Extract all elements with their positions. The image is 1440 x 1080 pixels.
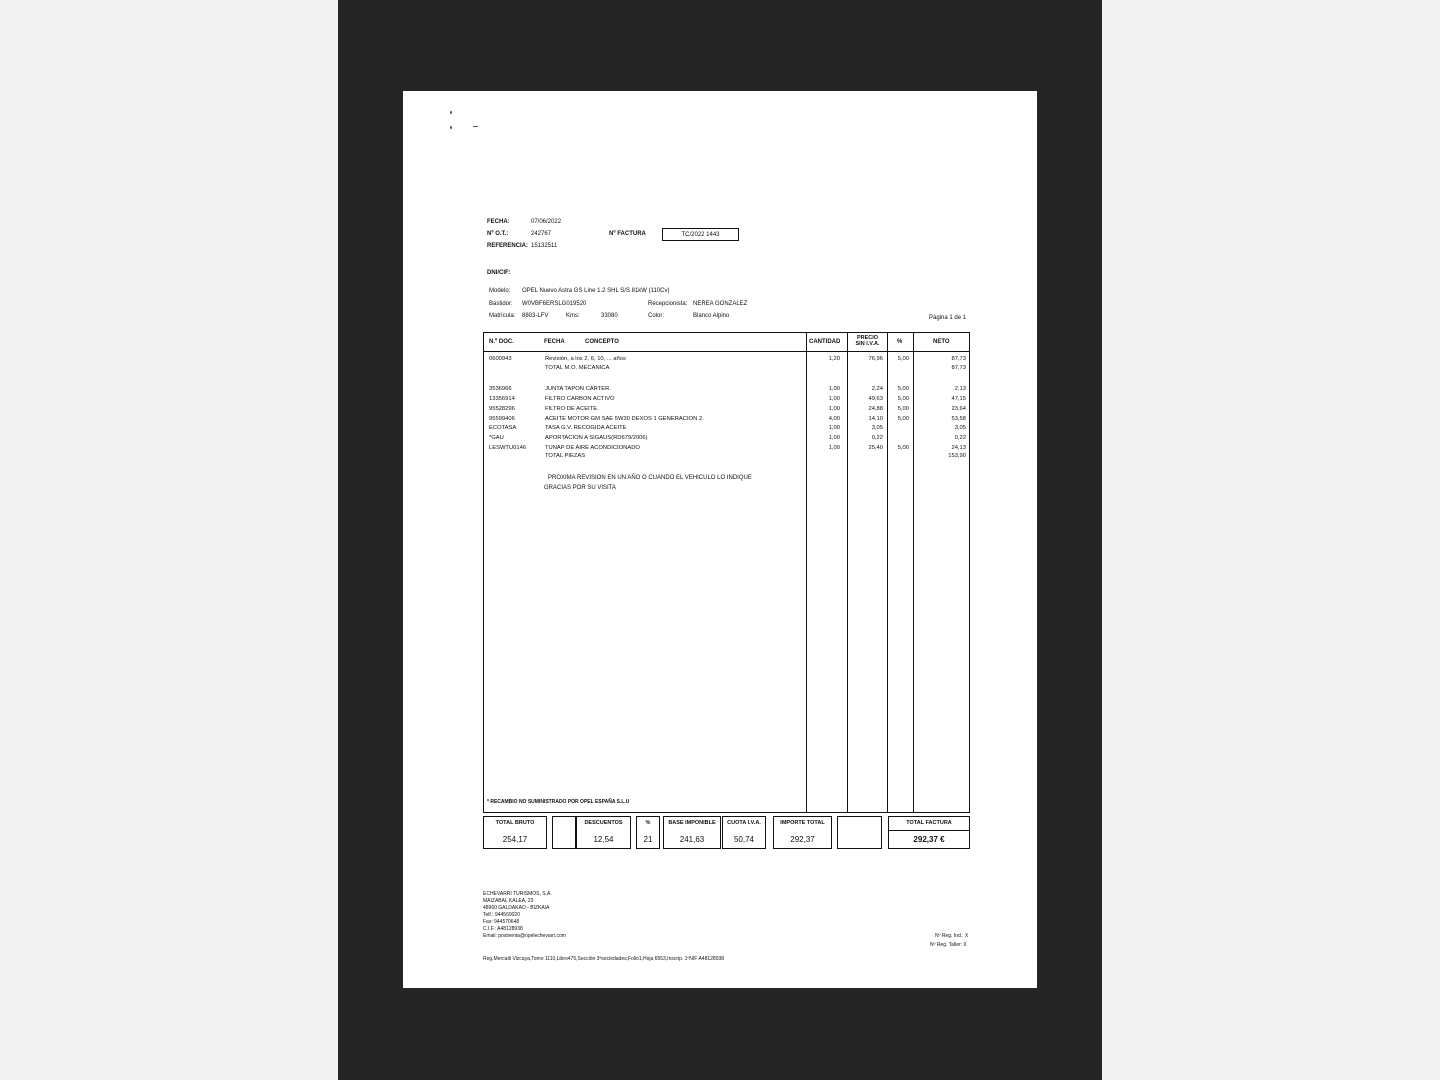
cell-net: 87,73 [951, 365, 966, 371]
kms-value: 33080 [601, 313, 618, 319]
kms-label: Kms: [566, 313, 580, 319]
page-info: Página 1 de 1 [929, 315, 967, 321]
cell-price: 14,10 [868, 416, 883, 422]
table-row [484, 407, 969, 416]
company-name: ECHEVARRI TURISMOS, S.A. [483, 891, 552, 897]
cell-net: 87,73 [951, 356, 966, 362]
factura-value: TC/2022 1443 [681, 232, 720, 238]
total-factura-label: TOTAL FACTURA [906, 820, 952, 826]
col-header-neto: NETO [933, 339, 950, 345]
table-body [484, 333, 969, 812]
descuentos-label: DESCUENTOS [584, 820, 623, 826]
cell-doc: 3536966 [489, 386, 512, 392]
cell-qty: 1,00 [828, 386, 840, 392]
importe-total-value: 292,37 [790, 835, 815, 844]
modelo-label: Modelo: [489, 288, 511, 294]
descuentos-value: 12,54 [593, 835, 614, 844]
cell-concept: JUNTA TAPON CARTER. [545, 386, 611, 392]
cell-qty: 1,00 [828, 445, 840, 451]
modelo-value: OPEL Nuevo Astra GS Line 1.2 SHL S/S 81kW (110Cv) [522, 288, 670, 294]
cell-net: 0,22 [954, 435, 966, 441]
cell-net: 24,13 [951, 445, 966, 451]
cell-net: 153,90 [948, 453, 966, 459]
cell-pct: 5,00 [897, 445, 909, 451]
cell-doc: 0600943 [489, 356, 512, 362]
table-row [484, 387, 969, 396]
cell-qty: 4,00 [828, 416, 840, 422]
iva-pct-label: % [645, 820, 651, 826]
empty-total-box [837, 816, 882, 849]
cell-net: 2,13 [954, 386, 966, 392]
company-cif: C.I.F.: A48128938 [483, 926, 523, 932]
factura-label: Nº FACTURA [609, 231, 646, 237]
company-fax: Fax: 944570648 [483, 919, 520, 925]
cell-doc: *GAU [489, 435, 504, 441]
ot-value: 242767 [531, 231, 552, 237]
cell-concept: FILTRO CARBON ACTIVO [545, 396, 615, 402]
cuota-iva-value: 50,74 [733, 835, 755, 844]
scan-mark [450, 111, 452, 114]
total-bruto-value: 254,17 [502, 835, 528, 844]
iva-pct-value: 21 [643, 835, 653, 844]
table-row [484, 436, 969, 445]
cell-price: 2,24 [871, 386, 883, 392]
table-row [484, 397, 969, 406]
col-header-concepto: CONCEPTO [585, 339, 619, 345]
cell-price: 3,05 [871, 425, 883, 431]
company-email: Email: postventa@opelechevarri.com [483, 933, 566, 939]
cell-doc: LESWTU0146 [489, 445, 527, 451]
total-factura-divider [889, 830, 969, 831]
base-imponible-label: BASE IMPONIBLE [668, 820, 716, 826]
cell-price: 25,40 [868, 445, 883, 451]
total-factura-box [888, 816, 970, 849]
col-header-cantidad: CANTIDAD [809, 339, 841, 345]
cuota-iva-label: CUOTA I.V.A. [727, 820, 761, 826]
cell-pct: 5,00 [897, 416, 909, 422]
invoice-page [403, 91, 1037, 988]
invoice-items-table [483, 332, 970, 813]
cell-price: 0,22 [871, 435, 883, 441]
recepcionista-value: NEREA GONZALEZ [693, 301, 748, 307]
cell-qty: 1,00 [828, 406, 840, 412]
dni-label: DNI/CIF: [487, 270, 511, 276]
matricula-label: Matrícula: [489, 313, 516, 319]
cell-pct: 5,00 [897, 406, 909, 412]
recepcionista-label: Recepcionista: [648, 301, 688, 307]
thanks-note: GRACIAS POR SU VISITA [544, 485, 616, 491]
color-label: Color: [648, 313, 665, 319]
factura-number-box [662, 228, 739, 241]
reg-industrial: Nº Reg. Ind.: X [935, 933, 969, 939]
col-header-precio-line2: SIN I.V.A. [855, 341, 880, 348]
cell-pct: 5,00 [897, 356, 909, 362]
reg-taller: Nº Reg. Taller: X [930, 942, 967, 948]
col-header-fecha: FECHA [544, 339, 565, 345]
cell-concept: FILTRO DE ACEITE. [545, 406, 599, 412]
total-factura-value: 292,37 € [913, 835, 945, 844]
cell-doc: 95528296 [489, 406, 515, 412]
scan-mark [450, 126, 452, 129]
cell-net: 47,15 [951, 396, 966, 402]
company-city: 48960 GALDAKAO - BIZKAIA [483, 905, 550, 911]
cell-qty: 1,00 [828, 396, 840, 402]
col-header-precio-line1: PRECIO [856, 335, 879, 341]
matricula-value: 8803-LFV [522, 313, 549, 319]
cell-concept: TUNAP DE AIRE ACONDICIONADO [545, 445, 640, 451]
cell-concept: Revisión, a los 2, 6, 10, ... años [545, 356, 626, 362]
table-row [484, 366, 969, 375]
cell-concept: ACEITE MOTOR GM SAE 5W30 DEXOS 1 GENERACION 2. [545, 416, 704, 422]
cell-doc: 95599406 [489, 416, 515, 422]
iva-pct-box [636, 816, 660, 849]
referencia-value: 15132511 [531, 243, 558, 249]
table-row [484, 454, 969, 463]
col-header-pct: % [897, 339, 903, 345]
bastidor-value: W0VBF6ERSLG019520 [522, 301, 587, 307]
cell-price: 49,63 [868, 396, 883, 402]
total-bruto-box [483, 816, 547, 849]
cell-concept: TASA G.V. RECOGIDA ACEITE [545, 425, 627, 431]
total-bruto-label: TOTAL BRUTO [495, 820, 535, 826]
ot-label: Nº O.T.: [487, 231, 509, 237]
cell-qty: 1,00 [828, 435, 840, 441]
empty-total-box [552, 816, 576, 849]
cell-net: 3,05 [954, 425, 966, 431]
color-value: Blanco Alpino [693, 313, 730, 319]
descuentos-box [576, 816, 631, 849]
cell-concept: APORTACION A SIGAUS(RD679/2006) [545, 435, 648, 441]
cell-doc: 13356914 [489, 396, 515, 402]
company-phone: Telf.: 944569020 [483, 912, 520, 918]
cell-pct: 5,00 [897, 396, 909, 402]
importe-total-label: IMPORTE TOTAL [780, 820, 825, 826]
referencia-label: REFERENCIA: [487, 243, 529, 249]
cell-concept: TOTAL PIEZAS [545, 453, 586, 459]
cell-qty: 1,00 [828, 425, 840, 431]
fecha-value: 07/06/2022 [531, 219, 562, 225]
base-imponible-box [663, 816, 721, 849]
table-row [484, 426, 969, 435]
cell-net: 23,64 [951, 406, 966, 412]
scan-mark [473, 126, 478, 127]
company-address: MAIZABAL KALEA, 23 [483, 898, 534, 904]
cell-pct: 5,00 [897, 386, 909, 392]
fecha-label: FECHA: [487, 219, 510, 225]
col-header-doc: N.º DOC. [489, 339, 514, 345]
cell-qty: 1,20 [828, 356, 840, 362]
base-imponible-value: 241,63 [679, 835, 705, 844]
cell-price: 76,96 [868, 356, 883, 362]
cuota-iva-box [722, 816, 766, 849]
cell-doc: ECOTASA [489, 425, 517, 431]
cell-price: 24,88 [868, 406, 883, 412]
registry-line: Reg.Mercatil Vizcaya,Tomo 1110,Libro475,Sección 3ªsociedades,Folio1,Hoja 6553,Inscrip. 1ºNIF A48128938 [483, 956, 725, 962]
footnote: * RECAMBIO NO SUMINISTRADO POR OPEL ESPAÑA S.L.U [487, 799, 630, 805]
next-revision-note: PROXIMA REVISION EN UN AÑO O CUANDO EL VEHICULO LO INDIQUE [548, 475, 752, 481]
importe-total-box [773, 816, 832, 849]
cell-net: 53,58 [951, 416, 966, 422]
bastidor-label: Bastidor: [489, 301, 513, 307]
cell-concept: TOTAL M.O. MECANICA [545, 365, 610, 371]
